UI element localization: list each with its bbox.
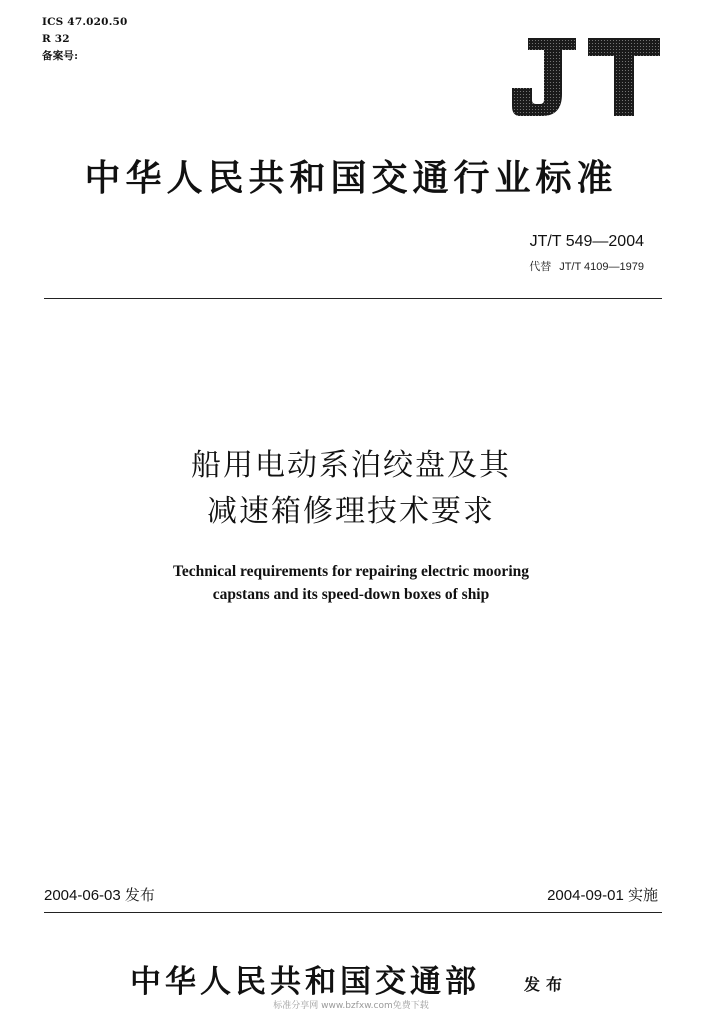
document-title-cn [0, 443, 702, 535]
document-title-en [0, 560, 702, 606]
title-cn-line-1: 船用电动系泊绞盘及其 [191, 448, 511, 483]
classification-block [42, 14, 128, 65]
replaces-number: JT/T 4109—1979 [559, 261, 644, 273]
replaces-line [529, 258, 644, 274]
issuing-authority: 中华人民共和国交通部 [130, 964, 480, 1000]
title-en-line-2: capstans and its speed-down boxes of ship [212, 586, 490, 603]
title-cn-line-2: 减速箱修理技术要求 [207, 494, 495, 529]
standard-number: JT/T 549—2004 [529, 233, 644, 250]
issue-date: 2004-06-03 发布 [44, 887, 155, 904]
jt-logo [510, 36, 662, 118]
header-divider [44, 298, 662, 299]
footer-divider [44, 912, 662, 913]
watermark-text: 标准分享网 www.bzfxw.com免费下载 [273, 1001, 429, 1011]
title-en-line-1: Technical requirements for repairing electric mooring [172, 563, 529, 580]
effective-date: 2004-09-01 实施 [547, 887, 658, 904]
ics-code: ICS 47.020.50 [42, 16, 128, 28]
issue-label: 发布 [524, 975, 569, 994]
replaces-label: 代替 [529, 261, 552, 273]
standard-category-title: 中华人民共和国交通行业标准 [84, 158, 618, 199]
filing-number-label: 备案号: [42, 50, 79, 62]
category-code: R 32 [42, 33, 70, 45]
